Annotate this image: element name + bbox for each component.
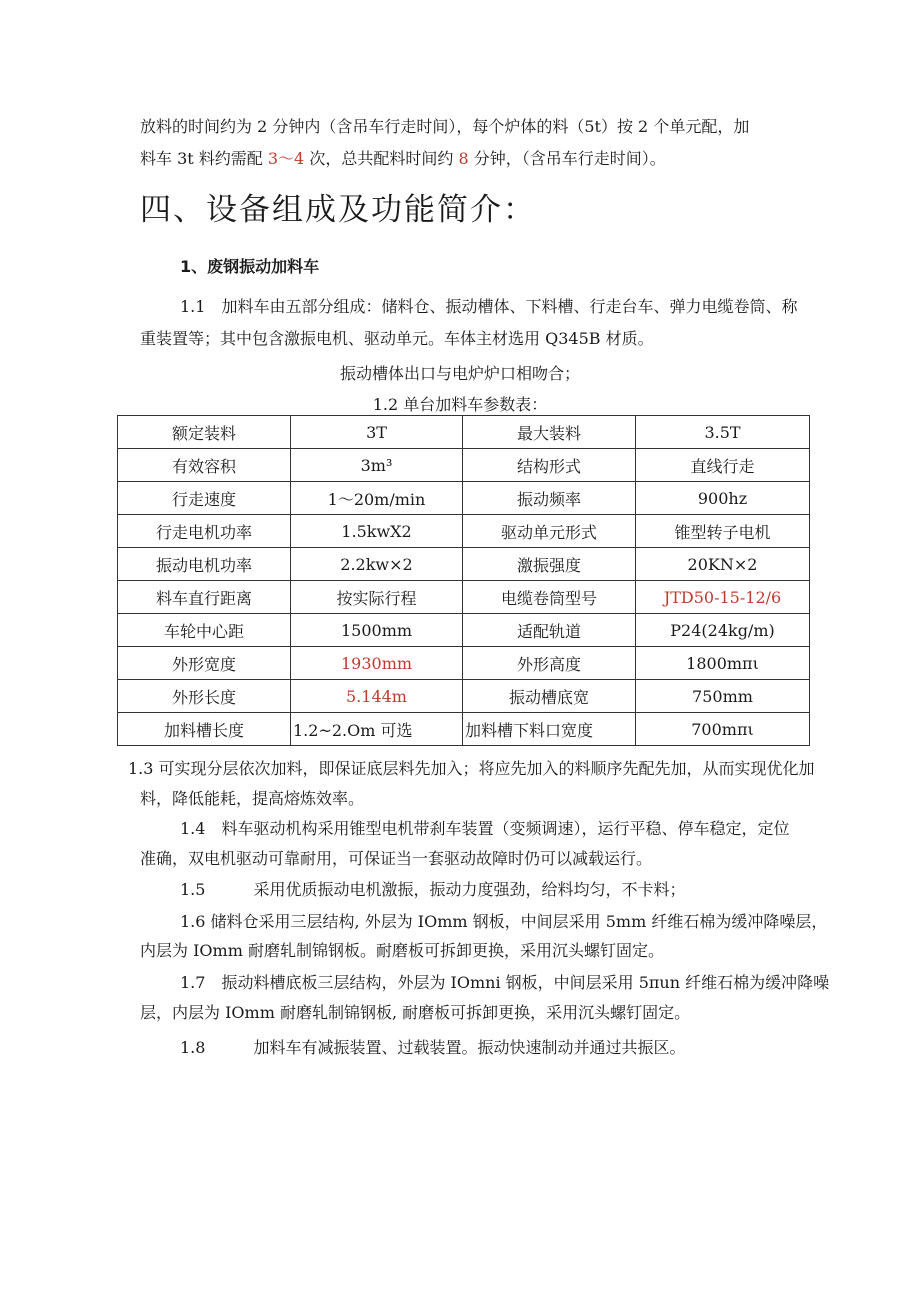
para-1-6-line-2: 内层为 IOmm 耐磨轧制锦钢板。耐磨板可拆卸更换，采用沉头螺钉固定。 [140, 941, 664, 960]
param-label: 加料槽长度 [118, 713, 291, 746]
param-label: 振动槽底宽 [463, 680, 636, 713]
param-value: 3T [291, 416, 463, 449]
param-label: 振动电机功率 [118, 548, 291, 581]
param-label: 行走速度 [118, 482, 291, 515]
subsection-heading: 1、废钢振动加料车 [180, 257, 320, 276]
para-1-4-line-1: 1.4 料车驱动机构采用锥型电机带刹车装置（变频调速），运行平稳、停车稳定，定位 [180, 819, 790, 838]
param-label: 料车直行距离 [118, 581, 291, 614]
table-row [118, 416, 810, 449]
param-value: 1500mm [291, 614, 463, 647]
table-title: 1.2 单台加料车参数表： [372, 395, 548, 414]
param-label: 行走电机功率 [118, 515, 291, 548]
intro-highlight-minutes: 8 [458, 149, 469, 168]
param-value: P24(24kg/m) [636, 614, 810, 647]
table-row [118, 515, 810, 548]
para-1-5: 1.5 采用优质振动电机激振，振动力度强劲，给料均匀，不卡料； [180, 880, 686, 899]
para-1-7-line-1: 1.7 振动料槽底板三层结构，外层为 IOmni 钢板，中间层采用 5πun 纤维石棉为缓冲降噪 [180, 973, 830, 992]
param-value: 1～20m/min [291, 482, 463, 515]
intro-text-c: 分钟，（含吊车行走时间）。 [468, 149, 666, 168]
param-label: 驱动单元形式 [463, 515, 636, 548]
table-row [118, 548, 810, 581]
table-row [118, 713, 810, 746]
param-value: 3m³ [291, 449, 463, 482]
para-1-3-line-2: 料，降低能耗，提高熔炼效率。 [140, 789, 365, 808]
param-value: 锥型转子电机 [636, 515, 810, 548]
para-1-6-line-1: 1.6 储料仓采用三层结构, 外层为 IOmm 钢板，中间层采用 5mm 纤维石棉为缓冲降噪层， [180, 912, 828, 931]
table-row [118, 614, 810, 647]
param-label: 适配轨道 [463, 614, 636, 647]
param-value: 2.2kw×2 [291, 548, 463, 581]
param-label: 电缆卷筒型号 [463, 581, 636, 614]
para-1-3-line-1: 1.3 可实现分层依次加料，即保证底层料先加入；将应先加入的料顺序先配先加，从而实现优化加 [128, 759, 815, 778]
parameter-table [117, 415, 810, 746]
param-label: 加料槽下料口宽度 [463, 713, 636, 746]
table-row [118, 482, 810, 515]
param-value: 700mπι [636, 713, 810, 746]
intro-highlight-count: 3～4 [267, 149, 305, 168]
section-heading: 四、设备组成及功能简介： [140, 192, 536, 228]
param-value: 按实际行程 [291, 581, 463, 614]
param-value: 20KN×2 [636, 548, 810, 581]
center-note: 振动槽体出口与电炉炉口相吻合； [339, 364, 580, 383]
param-value: 750mm [636, 680, 810, 713]
param-label: 结构形式 [463, 449, 636, 482]
intro-line-2 [140, 149, 666, 169]
table-row [118, 581, 810, 614]
param-value: 1800mπι [636, 647, 810, 680]
param-value-highlight: JTD50-15-12/6 [636, 581, 810, 614]
param-label: 外形宽度 [118, 647, 291, 680]
param-label: 激振强度 [463, 548, 636, 581]
param-value: 1.2~2.Om 可选 [291, 713, 463, 746]
param-label: 额定装料 [118, 416, 291, 449]
intro-text-b: 次，总共配料时间约 [304, 149, 459, 168]
table-row [118, 680, 810, 713]
param-label: 振动频率 [463, 482, 636, 515]
intro-line-1: 放料的时间约为 2 分钟内（含吊车行走时间），每个炉体的料（5t）按 2 个单元配，加 [140, 117, 750, 136]
param-value: 1.5kwX2 [291, 515, 463, 548]
table-row [118, 449, 810, 482]
param-value-highlight: 1930mm [291, 647, 463, 680]
param-label: 外形长度 [118, 680, 291, 713]
table-row [118, 647, 810, 680]
para-1-4-line-2: 准确，双电机驱动可靠耐用，可保证当一套驱动故障时仍可以减载运行。 [140, 849, 653, 868]
param-value: 900hz [636, 482, 810, 515]
param-value: 3.5T [636, 416, 810, 449]
para-1-1-line-2: 重装置等；其中包含激振电机、驱动单元。车体主材选用 Q345B 材质。 [140, 329, 654, 348]
para-1-8: 1.8 加料车有减振装置、过载装置。振动快速制动并通过共振区。 [180, 1038, 686, 1057]
param-label: 外形高度 [463, 647, 636, 680]
para-1-1-line-1: 1.1 加料车由五部分组成：储料仓、振动槽体、下料槽、行走台车、弹力电缆卷筒、称 [180, 297, 798, 316]
param-label: 车轮中心距 [118, 614, 291, 647]
param-label: 最大装料 [463, 416, 636, 449]
intro-text-a: 料车 3t 料约需配 [140, 149, 268, 168]
param-label: 有效容积 [118, 449, 291, 482]
param-value: 直线行走 [636, 449, 810, 482]
param-value-highlight: 5.144m [291, 680, 463, 713]
para-1-7-line-2: 层，内层为 IOmm 耐磨轧制锦钢板, 耐磨板可拆卸更换，采用沉头螺钉固定。 [140, 1003, 691, 1022]
